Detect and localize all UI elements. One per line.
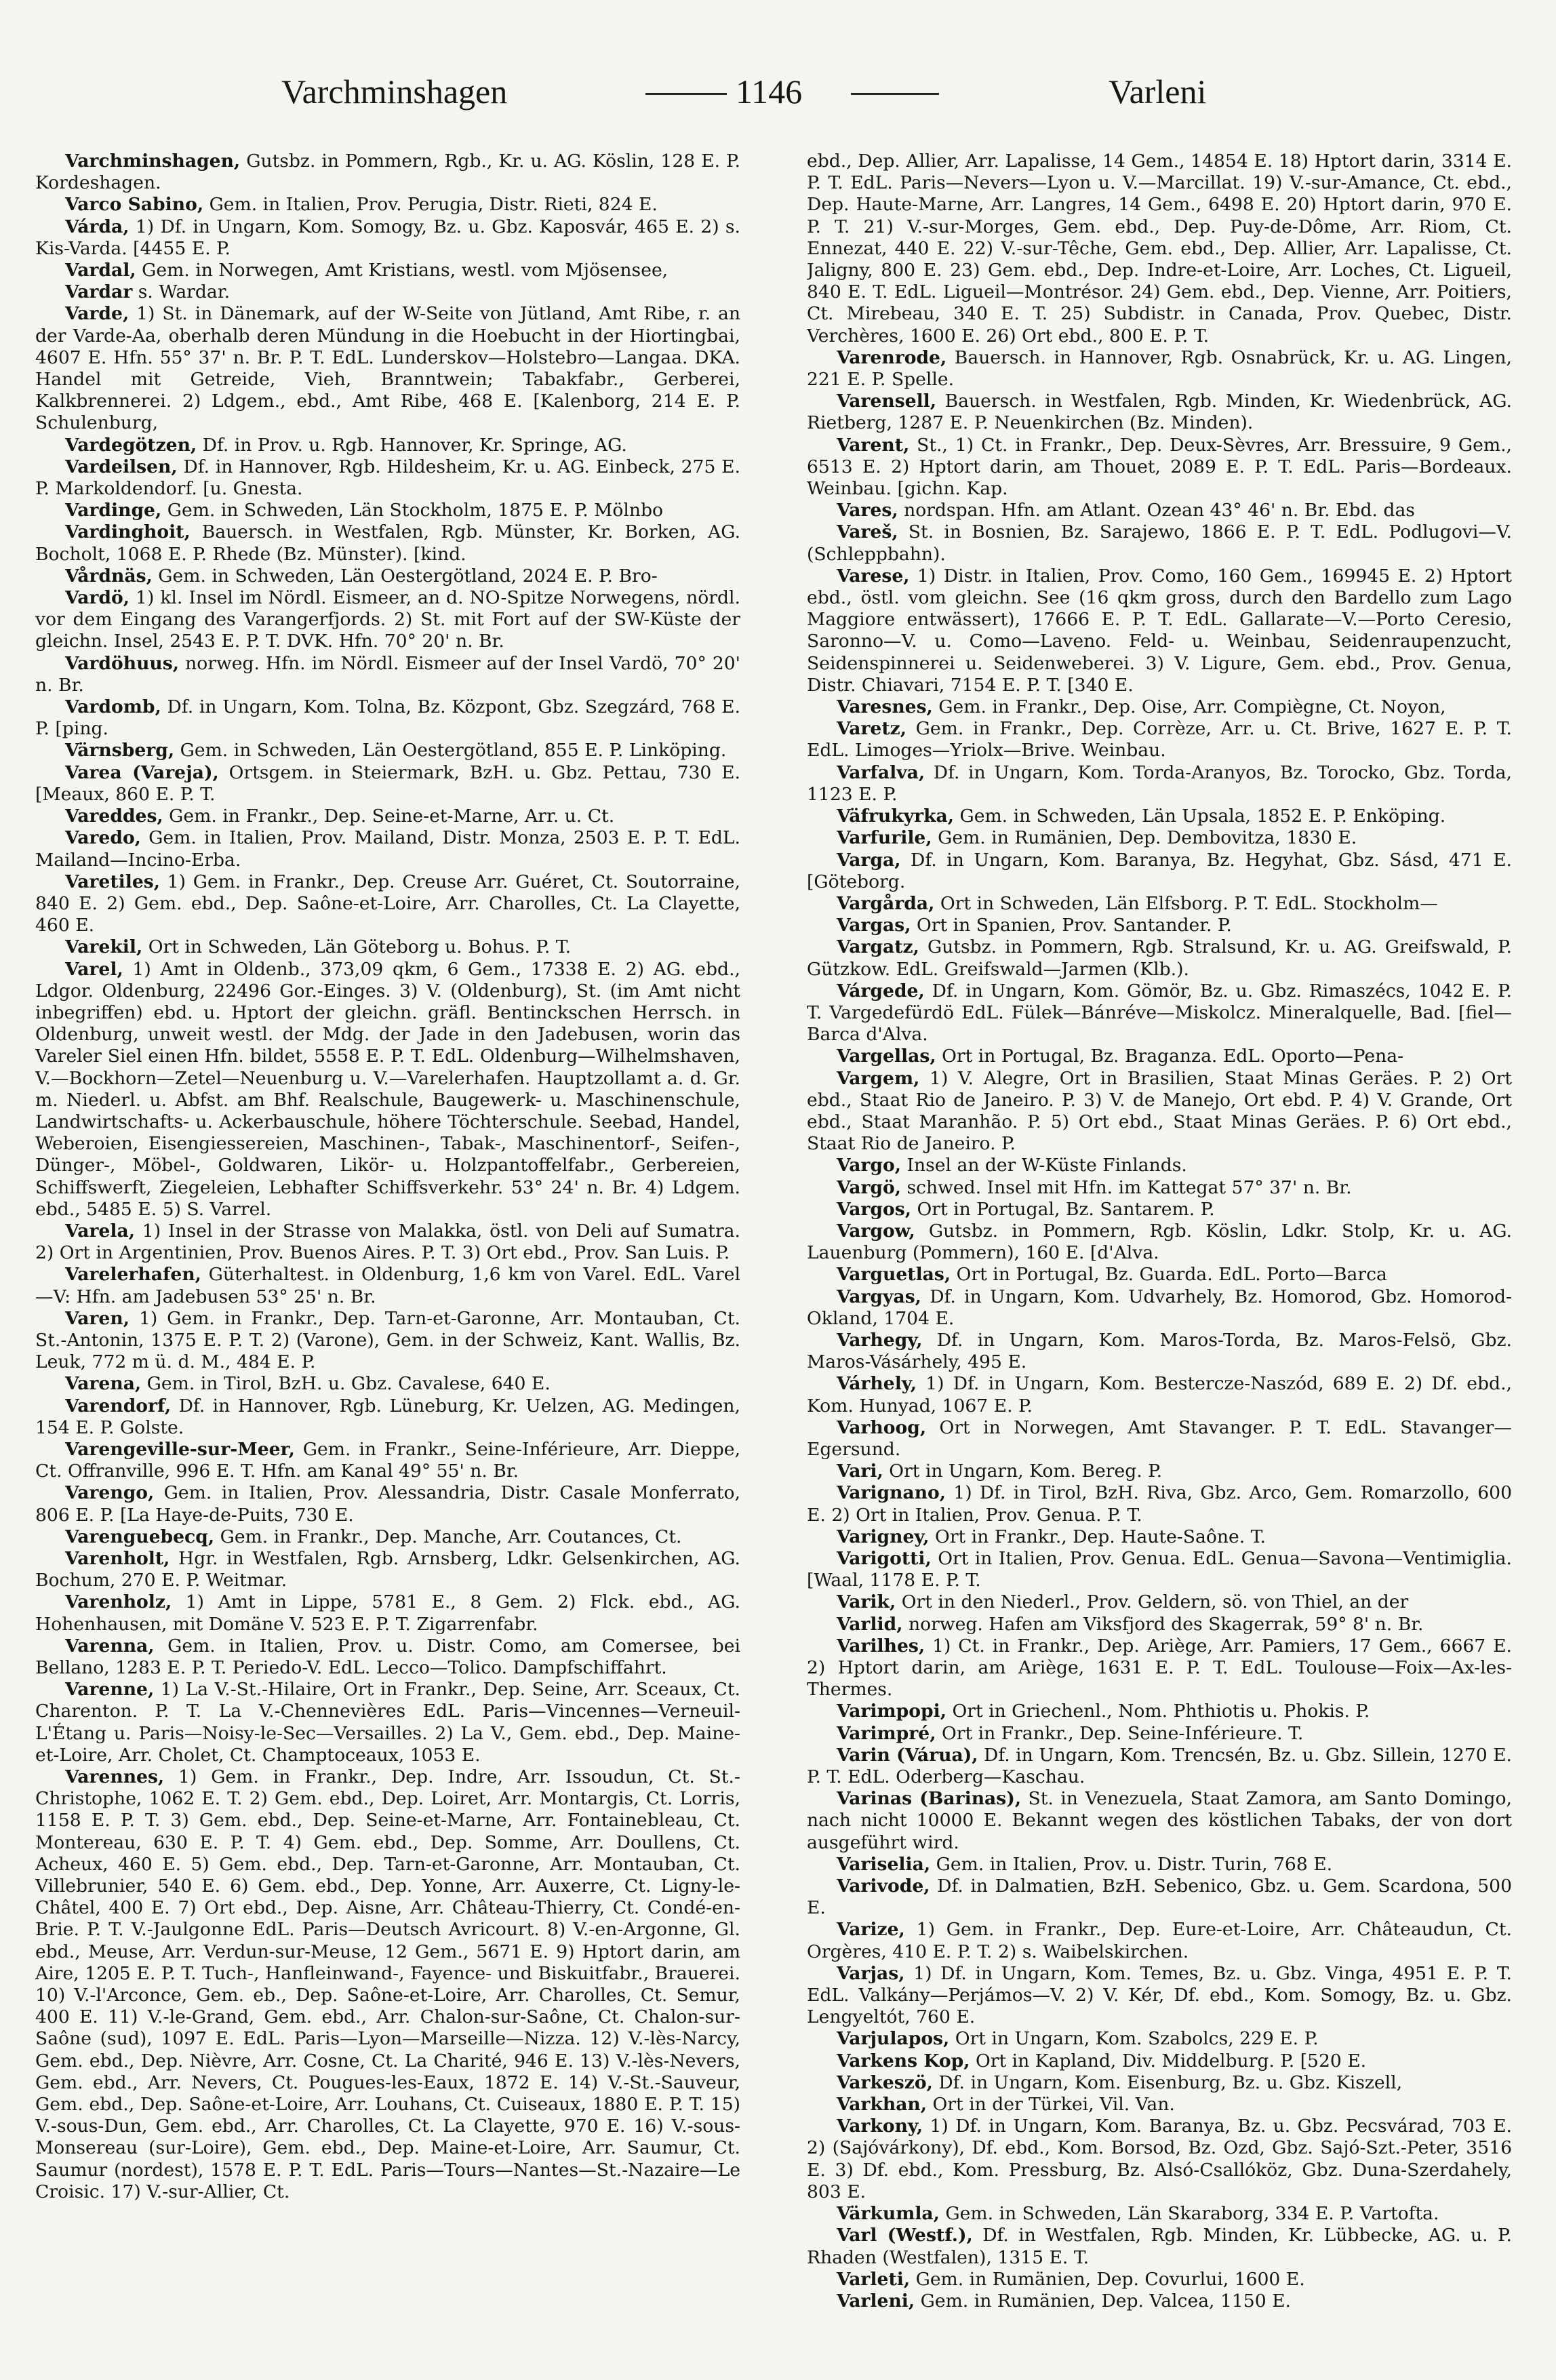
entry-headword: Vårdnäs, — [65, 565, 153, 587]
gazetteer-entry — [807, 1548, 1512, 1591]
entry-text: Ort in Spanien, Prov. Santander. P. — [916, 915, 1232, 936]
entry-text: Ort in den Niederl., Prov. Geldern, sö. von Thiel, an der — [901, 1591, 1409, 1613]
entry-text: 1) Gem. in Frankr., Dep. Indre, Arr. Issoudun, Ct. St.-Christophe, 1062 E. T. 2) Gem. ebd., Dep. Loiret, Arr. Montargis, Ct. Lorris, 1158 E. P. T. 3) Gem. ebd., Dep. Seine-et-Marne, Arr. Fontainebleau, Ct. Montereau, 630 E. P. T. 4) Gem. ebd., Dep. Somme, Arr. Doullens, Ct. Acheux, 460 E. 5) Gem. ebd., Dep. Tarn-et-Garonne, Arr. Montauban, Ct. Villebrunier, 540 E. 6) Gem. ebd., Dep. Yonne, Arr. Auxerre, Ct. Ligny-le-Châtel, 400 E. 7) Ort ebd., Dep. Aisne, Arr. Château-Thierry, Ct. Condé-en-Brie. P. T. V.-Jaulgonne EdL. Paris—Deutsch Avricourt. 8) V.-en-Argonne, Gl. ebd., Meuse, Arr. Verdun-sur-Meuse, 12 Gem., 5671 E. 9) Hptort darin, am Aire, 1205 E. P. T. Tuch-, Hanfleinwand-, Fayence- und Biskuitfabr., Brauerei. 10) V.-l'Arconce, Gem. eb., Dep. Saône-et-Loire, Arr. Charolles, Ct. Semur, 400 E. 11) V.-le-Grand, Gem. ebd., Arr. Chalon-sur-Saône, Ct. Chalon-sur-Saône (sud), 1097 E. EdL. Paris—Lyon—Marseille—Nizza. 12) V.-lès-Narcy, Gem. ebd., Dep. Nièvre, Arr. Cosne, Ct. La Charité, 946 E. 13) V.-lès-Nevers, Gem. ebd., Arr. Nevers, Ct. Pougues-les-Eaux, 1872 E. 14) V.-St.-Sauveur, Gem. ebd., Dep. Saône-et-Loire, Arr. Louhans, Ct. Cuiseaux, 1880 E. P. T. 15) V.-sous-Dun, Gem. ebd., Arr. Charolles, Ct. La Clayette, 970 E. 16) V.-sous-Monsereau (sur-Loire), Gem. ebd., Dep. Maine-et-Loire, Arr. Saumur, Ct. Saumur (nordest), 1578 E. P. T. EdL. Paris—Tours—Nantes—St.-Nazaire—Le Croisic. 17) V.-sur-Allier, Ct. — [35, 1766, 740, 2202]
entry-headword: Várda, — [65, 216, 129, 237]
entry-headword: Varennes, — [65, 1766, 165, 1788]
gazetteer-entry — [807, 1919, 1512, 1962]
gazetteer-entry — [35, 1308, 740, 1374]
entry-headword: Varesnes, — [837, 696, 933, 718]
entry-headword: Varleti, — [837, 2268, 911, 2290]
entry-text: Ort in Schweden, Län Göteborg u. Bohus. P. T. — [148, 936, 572, 958]
entry-headword: Vares, — [837, 500, 898, 521]
gazetteer-entry — [807, 2269, 1512, 2290]
entry-text: Df. in Westfalen, Rgb. Minden, Kr. Lübbecke, AG. u. P. Rhaden (Westfalen), 1315 E. T. — [807, 2225, 1512, 2268]
gazetteer-entry — [35, 1264, 740, 1307]
entry-text: Gutsbz. in Pommern, Rgb., Kr. u. AG. Köslin, 128 E. P. Kordeshagen. — [35, 151, 740, 194]
left-column — [35, 151, 740, 2361]
entry-headword: Varkeszö, — [837, 2071, 933, 2093]
entry-headword: Vardomb, — [65, 696, 161, 718]
gazetteer-entry — [807, 1701, 1512, 1722]
entry-headword: Varin (Várua), — [837, 1744, 978, 1766]
gazetteer-entry — [807, 1264, 1512, 1286]
entry-text: Df. in Ungarn, Kom. Udvarhely, Bz. Homorod, Gbz. Homorod-Okland, 1704 E. — [807, 1286, 1512, 1329]
entry-headword: Varel, — [65, 958, 123, 980]
gazetteer-entry — [807, 806, 1512, 827]
entry-headword: Varigotti, — [837, 1548, 932, 1569]
gazetteer-entry — [35, 959, 740, 1221]
entry-headword: Varhegy, — [837, 1329, 923, 1351]
entry-text: Ort in Frankr., Dep. Haute-Saône. T. — [935, 1526, 1266, 1547]
gazetteer-entry — [35, 696, 740, 740]
gazetteer-entry — [35, 1439, 740, 1482]
header-right-keyword: Varleni — [1109, 73, 1207, 111]
entry-text: Bauersch. in Hannover, Rgb. Osnabrück, Kr. u. AG. Lingen, 221 E. P. Spelle. — [807, 346, 1512, 391]
entry-text: Ort in Portugal, Bz. Santarem. P. — [917, 1198, 1215, 1220]
entry-text: Gem. in Schweden, Län Oestergötland, 855 E. P. Linköping. — [180, 740, 727, 761]
entry-headword: Vargellas, — [837, 1046, 936, 1067]
entry-headword: Varilhes, — [837, 1635, 925, 1657]
gazetteer-entry — [807, 1788, 1512, 1854]
entry-text: Bauersch. in Westfalen, Rgb. Münster, Kr. Borken, AG. Bocholt, 1068 E. P. Rhede (Bz. Münster). [kind. — [35, 521, 740, 565]
entry-text: Df. in Dalmatien, BzH. Sebenico, Gbz. u. Gem. Scardona, 500 E. — [807, 1876, 1512, 1919]
entry-headword: Varleni, — [837, 2290, 915, 2312]
entry-headword: Varekil, — [65, 936, 143, 958]
entry-headword: Vareš, — [837, 521, 898, 543]
entry-headword: Várhely, — [837, 1373, 917, 1395]
gazetteer-entry — [807, 521, 1512, 565]
gazetteer-entry — [35, 1373, 740, 1395]
entry-headword: Variselia, — [837, 1853, 931, 1875]
entry-headword: Väfrukyrka, — [837, 806, 955, 827]
entry-headword: Varlid, — [837, 1613, 903, 1635]
gazetteer-entry — [35, 260, 740, 281]
header-left-keyword: Varchminshagen — [281, 73, 508, 111]
entry-text: Df. in Hannover, Rgb. Hildesheim, Kr. u. AG. Einbeck, 275 E. P. Markoldendorf. [u. Gnesta. — [35, 456, 740, 500]
entry-headword: Varea (Vareja), — [65, 761, 219, 783]
gazetteer-entry — [807, 718, 1512, 761]
page-number: 1146 — [736, 73, 803, 111]
entry-text: Gem. in Frankr., Seine-Inférieure, Arr. Dieppe, Ct. Offranville, 996 E. T. Hfn. am Kanal 49° 55' n. Br. — [35, 1438, 740, 1482]
entry-text: Ortsgem. in Steiermark, BzH. u. Gbz. Pettau, 730 E. [Meaux, 860 E. P. T. — [35, 761, 740, 805]
entry-text: s. Wardar. — [138, 281, 231, 303]
gazetteer-entry — [807, 1635, 1512, 1701]
entry-text: nordspan. Hfn. am Atlant. Ozean 43° 46' n. Br. Ebd. das — [904, 500, 1415, 521]
gazetteer-entry — [35, 936, 740, 958]
entry-headword: Varelerhafen, — [65, 1264, 201, 1286]
entry-headword: Varfalva, — [837, 761, 925, 783]
entry-headword: Vardar — [65, 281, 133, 303]
entry-text: 1) Gem. in Frankr., Dep. Creuse Arr. Guéret, Ct. Soutorraine, 840 E. 2) Gem. ebd., Dep. Saône-et-Loire, Arr. Charolles, Ct. La Clayette, 460 E. — [35, 871, 740, 936]
entry-text: Df. in Ungarn, Kom. Tolna, Bz. Központ, Gbz. Szegzárd, 768 E. P. [ping. — [35, 696, 740, 740]
gazetteer-entry — [35, 740, 740, 761]
gazetteer-entry — [35, 1591, 740, 1635]
entry-text: Gem. in Italien, Prov. u. Distr. Como, am Comersee, bei Bellano, 1283 E. P. T. Periedo-V. EdL. Lecco—Tolico. Dampfschiffahrt. — [35, 1635, 740, 1679]
gazetteer-entry — [807, 1876, 1512, 1919]
gazetteer-entry — [35, 1395, 740, 1439]
gazetteer-entry — [35, 303, 740, 434]
entry-headword: Varfurile, — [837, 827, 932, 849]
gazetteer-entry — [35, 1766, 740, 2203]
entry-text: Hgr. in Westfalen, Rgb. Arnsberg, Ldkr. Gelsenkirchen, AG. Bochum, 270 E. P. Weitmar. — [35, 1548, 740, 1591]
gazetteer-entry — [35, 762, 740, 806]
entry-text: Ort in Ungarn, Kom. Szabolcs, 229 E. P. — [955, 2028, 1319, 2050]
entry-headword: Varent, — [837, 434, 910, 456]
entry-text: Df. in Ungarn, Kom. Baranya, Bz. Hegyhat, Gbz. Sásd, 471 E. [Göteborg. — [807, 849, 1512, 892]
entry-headword: Varendorf, — [65, 1395, 172, 1416]
gazetteer-entry — [35, 521, 740, 565]
entry-text: Ort in Kapland, Div. Middelburg. P. [520 E. — [975, 2050, 1367, 2071]
gazetteer-entry — [807, 2050, 1512, 2072]
entry-text: 1) Df. in Ungarn, Kom. Bestercze-Naszód, 689 E. 2) Df. ebd., Kom. Hunyad, 1067 E. P. — [807, 1373, 1512, 1416]
header-dash-right — [851, 93, 939, 95]
entry-headword: Varkhan, — [837, 2094, 927, 2116]
entry-text: 1) Insel in der Strasse von Malakka, östl. von Deli auf Sumatra. 2) Ort in Argentinien, Prov. Buenos Aires. P. T. 3) Ort ebd., Prov. San Luis. P. — [35, 1220, 740, 1264]
entry-text: Gem. in Rumänien, Dep. Valcea, 1150 E. — [920, 2290, 1291, 2312]
gazetteer-entry — [35, 194, 740, 216]
gazetteer-entry — [807, 347, 1512, 391]
entry-text: norweg. Hafen am Viksfjord des Skagerrak, 59° 8' n. Br. — [908, 1613, 1424, 1635]
entry-text: ebd., Dep. Allier, Arr. Lapalisse, 14 Gem., 14854 E. 18) Hptort darin, 3314 E. P. T. EdL. Paris—Nevers—Lyon u. V.—Marcillat. 19) V.-sur-Amance, Ct. ebd., Dep. Haute-Marne, Arr. Langres, 14 Gem., 6498 E. 20) Hptort darin, 970 E. P. T. 21) V.-sur-Morges, Gem. ebd., Dep. Puy-de-Dôme, Arr. Riom, Ct. Ennezat, 440 E. 22) V.-sur-Têche, Gem. ebd., Dep. Allier, Arr. Lapalisse, Ct. Jaligny, 800 E. 23) Gem. ebd., Dep. Indre-et-Loire, Arr. Loches, Ct. Ligueil, 840 E. T. EdL. Ligueil—Montrésor. 24) Gem. ebd., Dep. Vienne, Arr. Poitiers, Ct. Mirebeau, 340 E. T. 25) Subdistr. in Canada, Prov. Quebec, Distr. Verchères, 1600 E. 26) Ort ebd., 800 E. P. T. — [807, 151, 1512, 346]
entry-text: 1) Distr. in Italien, Prov. Como, 160 Gem., 169945 E. 2) Hptort ebd., östl. vom gleichn. See (16 qkm gross, durch den Bardello zum Lago Maggiore entwässert), 17666 E. P. T. EdL. Gallarate—V.—Porto Ceresio, Saronno—V. u. Como—Laveno. Feld- u. Weinbau, Seidenraupenzucht, Seidenspinnerei u. Seidenweberei. 3) V. Ligure, Gem. ebd., Prov. Genua, Distr. Chiavari, 7154 E. P. T. [340 E. — [807, 565, 1512, 696]
gazetteer-entry — [807, 1482, 1512, 1526]
entry-headword: Varik, — [837, 1591, 896, 1613]
entry-headword: Vargyas, — [837, 1286, 921, 1307]
entry-headword: Varkony, — [837, 2116, 923, 2137]
entry-headword: Värnsberg, — [65, 740, 175, 761]
gazetteer-entry — [35, 566, 740, 587]
entry-headword: Vargem, — [837, 1067, 920, 1089]
entry-text: Gem. in Frankr., Dep. Corrèze, Arr. u. Ct. Brive, 1627 E. P. T. EdL. Limoges—Yriolx—Brive. Weinbau. — [807, 718, 1512, 761]
entry-text: Df. in Ungarn, Kom. Trencsén, Bz. u. Gbz. Sillein, 1270 E. P. T. EdL. Oderberg—Kaschau. — [807, 1744, 1512, 1788]
gazetteer-entry — [807, 2290, 1512, 2312]
entry-text: 1) Df. in Ungarn, Kom. Baranya, Bz. u. Gbz. Pecsvárad, 703 E. 2) (Sajóvárkony), Df. ebd., Kom. Borsod, Bz. Ozd, Gbz. Sajó-Szt.-Peter, 3516 E. 3) Df. ebd., Kom. Pressburg, Bz. Alsó-Csallóköz, Gbz. Duna-Szerdahely, 803 E. — [807, 2116, 1512, 2202]
entry-text: Güterhaltest. in Oldenburg, 1,6 km von Varel. EdL. Varel—V: Hfn. am Jadebusen 53° 25' n. Br. — [35, 1264, 740, 1307]
entry-headword: Vareddes, — [65, 806, 163, 827]
entry-headword: Varenrode, — [837, 346, 947, 368]
gazetteer-entry — [807, 391, 1512, 434]
entry-headword: Varengo, — [65, 1482, 155, 1504]
entry-headword: Varimpré, — [837, 1722, 936, 1744]
gazetteer-entry — [35, 1526, 740, 1548]
entry-text: Gem. in Frankr., Dep. Seine-et-Marne, Arr. u. Ct. — [169, 806, 615, 827]
gazetteer-entry — [807, 2225, 1512, 2268]
entry-headword: Varigney, — [837, 1526, 930, 1547]
gazetteer-entry — [35, 1221, 740, 1264]
entry-headword: Varenguebecq, — [65, 1526, 215, 1547]
entry-headword: Varen, — [65, 1307, 129, 1329]
entry-headword: Vardinge, — [65, 500, 162, 521]
entry-headword: Varetiles, — [65, 871, 160, 892]
gazetteer-entry — [807, 151, 1512, 347]
entry-text: Gem. in Schweden, Län Skaraborg, 334 E. P. Vartofta. — [945, 2203, 1439, 2225]
entry-headword: Varize, — [837, 1919, 905, 1941]
entry-text: 1) Df. in Tirol, BzH. Riva, Gbz. Arco, Gem. Romarzollo, 600 E. 2) Ort in Italien, Prov. Genua. P. T. — [807, 1482, 1512, 1526]
gazetteer-entry — [807, 2072, 1512, 2094]
entry-text: 1) Amt in Lippe, 5781 E., 8 Gem. 2) Flck. ebd., AG. Hohenhausen, mit Domäne V. 523 E. P. T. Zigarrenfabr. — [35, 1591, 740, 1635]
entry-headword: Varga, — [837, 849, 901, 871]
entry-headword: Varco Sabino, — [65, 194, 204, 216]
entry-text: Gem. in Rumänien, Dep. Dembovitza, 1830 E. — [938, 827, 1357, 849]
entry-text: Gem. in Schweden, Län Upsala, 1852 E. P. Enköping. — [959, 806, 1446, 827]
gazetteer-entry — [807, 1745, 1512, 1788]
entry-text: 1) Gem. in Frankr., Dep. Tarn-et-Garonne, Arr. Montauban, Ct. St.-Antonin, 1375 E. P. T. 2) (Varone), Gem. in der Schweiz, Kant. Wallis, Bz. Leuk, 772 m ü. d. M., 484 E. P. — [35, 1307, 740, 1373]
gazetteer-entry — [807, 1526, 1512, 1548]
gazetteer-entry — [807, 500, 1512, 521]
entry-headword: Vargas, — [837, 915, 911, 936]
entry-text: Ort in Frankr., Dep. Seine-Inférieure. T. — [941, 1722, 1304, 1744]
gazetteer-entry — [35, 216, 740, 260]
gazetteer-entry — [807, 1046, 1512, 1067]
entry-headword: Varenna, — [65, 1635, 155, 1657]
right-column — [807, 151, 1512, 2361]
entry-text: Insel an der W-Küste Finlands. — [906, 1155, 1187, 1176]
gazetteer-entry — [35, 1548, 740, 1591]
entry-text: Gem. in Frankr., Dep. Oise, Arr. Compiègne, Ct. Noyon, — [938, 696, 1446, 718]
gazetteer-entry — [35, 806, 740, 827]
entry-headword: Vargårda, — [837, 892, 935, 914]
entry-headword: Varenholt, — [65, 1548, 170, 1569]
entry-headword: Vardinghoit, — [65, 521, 191, 543]
gazetteer-entry — [35, 587, 740, 653]
gazetteer-entry — [807, 2028, 1512, 2050]
entry-headword: Vargatz, — [837, 936, 919, 958]
entry-headword: Varese, — [837, 565, 910, 587]
entry-headword: Varengeville-sur-Meer, — [65, 1438, 295, 1460]
entry-headword: Varjulapos, — [837, 2028, 950, 2050]
gazetteer-entry — [807, 827, 1512, 849]
gazetteer-entry — [807, 1199, 1512, 1221]
entry-headword: Varjas, — [837, 1962, 905, 1984]
gazetteer-entry — [35, 281, 740, 303]
gazetteer-entry — [35, 827, 740, 871]
entry-headword: Varensell, — [837, 391, 937, 412]
gazetteer-entry — [807, 1177, 1512, 1199]
entry-headword: Varhoog, — [837, 1416, 927, 1438]
entry-text: 1) Ct. in Frankr., Dep. Ariège, Arr. Pamiers, 17 Gem., 6667 E. 2) Hptort darin, am Ariège, 1631 E. P. T. EdL. Toulouse—Foix—Ax-les-Thermes. — [807, 1635, 1512, 1701]
entry-text: Gem. in Schweden, Län Stockholm, 1875 E. P. Mölnbo — [167, 500, 664, 521]
entry-headword: Varchminshagen, — [65, 151, 241, 172]
running-header — [0, 64, 1556, 125]
gazetteer-entry — [807, 1068, 1512, 1155]
entry-headword: Varl (Westf.), — [837, 2225, 973, 2246]
gazetteer-entry — [807, 2203, 1512, 2225]
entry-text: norweg. Hfn. im Nördl. Eismeer auf der Insel Vardö, 70° 20' n. Br. — [35, 652, 740, 696]
entry-text: Gem. in Norwegen, Amt Kristians, westl. vom Mjösensee, — [142, 260, 669, 281]
entry-headword: Várgede, — [837, 980, 925, 1001]
entry-text: Ort in Schweden, Län Elfsborg. P. T. EdL. Stockholm— — [940, 892, 1438, 914]
gazetteer-entry — [35, 435, 740, 456]
entry-text: 1) V. Alegre, Ort in Brasilien, Staat Minas Geräes. P. 2) Ort ebd., Staat Rio de Janeiro. P. 3) V. de Manejo, Ort ebd. P. 4) V. Grande, Ort ebd., Staat Maranhão. P. 5) Ort ebd., Staat Minas Geräes. P. 6) Ort ebd., Staat Rio de Janeiro. P. — [807, 1067, 1512, 1155]
entry-text: Gutsbz. in Pommern, Rgb. Stralsund, Kr. u. AG. Greifswald, P. Gützkow. EdL. Greifswald—Jarmen (Klb.). — [807, 936, 1512, 980]
entry-headword: Varenne, — [65, 1679, 155, 1701]
gazetteer-entry — [807, 1286, 1512, 1330]
entry-text: Df. in Hannover, Rgb. Lüneburg, Kr. Uelzen, AG. Medingen, 154 E. P. Golste. — [35, 1395, 740, 1438]
entry-text: Ort in Ungarn, Kom. Bereg. P. — [889, 1461, 1163, 1482]
gazetteer-entry — [807, 566, 1512, 696]
entry-headword: Vardegötzen, — [65, 434, 197, 456]
gazetteer-entry — [807, 435, 1512, 500]
entry-headword: Varedo, — [65, 827, 141, 849]
gazetteer-entry — [807, 1330, 1512, 1373]
entry-text: 1) Gem. in Frankr., Dep. Eure-et-Loire, Arr. Châteaudun, Ct. Orgères, 410 E. P. T. 2) s. Waibelskirchen. — [807, 1919, 1512, 1962]
entry-headword: Varela, — [65, 1220, 135, 1242]
gazetteer-entry — [35, 1679, 740, 1766]
entry-headword: Vardö, — [65, 587, 130, 609]
gazetteer-entry — [35, 151, 740, 194]
entry-text: Df. in Ungarn, Kom. Eisenburg, Bz. u. Gbz. Kiszell, — [938, 2071, 1403, 2093]
entry-headword: Varimpopi, — [837, 1701, 946, 1722]
entry-headword: Vardöhuus, — [65, 652, 180, 674]
entry-text: Gem. in Italien, Prov. u. Distr. Turin, 768 E. — [936, 1853, 1333, 1875]
entry-headword: Varinas (Barinas), — [837, 1788, 1022, 1810]
entry-text: Gem. in Frankr., Dep. Manche, Arr. Coutances, Ct. — [220, 1526, 682, 1547]
entry-text: 1) kl. Insel im Nördl. Eismeer, an d. NO-Spitze Norwegens, nördl. vor dem Eingang des Varangerfjords. 2) St. mit Fort auf der SW-Küste der gleichn. Insel, 2543 E. P. T. DVK. Hfn. 70° 20' n. Br. — [35, 587, 740, 652]
entry-text: Bauersch. in Westfalen, Rgb. Minden, Kr. Wiedenbrück, AG. Rietberg, 1287 E. P. Neuenkirchen (Bz. Minden). — [807, 391, 1512, 434]
entry-text: schwed. Insel mit Hfn. im Kattegat 57° 37' n. Br. — [906, 1176, 1352, 1198]
gazetteer-entry — [807, 915, 1512, 936]
gazetteer-entry — [35, 1482, 740, 1526]
entry-text: 1) St. in Dänemark, auf der W-Seite von Jütland, Amt Ribe, r. an der Varde-Aa, oberhalb deren Mündung in die Hoebucht in der Hiortingbai, 4607 E. Hfn. 55° 37' n. Br. P. T. EdL. Lunderskov—Holstebro—Langaa. DKA. Handel mit Getreide, Vieh, Branntwein; Tabakfabr., Gerberei, Kalkbrennerei. 2) Ldgem., ebd., Amt Ribe, 468 E. [Kalenborg, 214 E. P. Schulenburg, — [35, 303, 740, 434]
gazetteer-entry — [807, 2116, 1512, 2203]
gazetteer-entry — [807, 1723, 1512, 1745]
entry-text: 1) La V.-St.-Hilaire, Ort in Frankr., Dep. Seine, Arr. Sceaux, Ct. Charenton. P. T. La V.-Chennevières EdL. Paris—Vincennes—Verneuil-L'Étang u. Paris—Noisy-le-Sec—Versailles. 2) La V., Gem. ebd., Dep. Maine-et-Loire, Arr. Cholet, Ct. Champtoceaux, 1053 E. — [35, 1679, 740, 1766]
gazetteer-entry — [807, 1461, 1512, 1482]
gazetteer-entry — [807, 893, 1512, 915]
entry-text: Df. in Ungarn, Kom. Maros-Torda, Bz. Maros-Felsö, Gbz. Maros-Vásárhely, 495 E. — [807, 1329, 1512, 1373]
gazetteer-entry — [807, 1614, 1512, 1635]
gazetteer-entry — [35, 871, 740, 937]
gazetteer-entry — [807, 1591, 1512, 1613]
entry-headword: Varkens Kop, — [837, 2050, 970, 2071]
entry-text: 1) Df. in Ungarn, Kom. Somogy, Bz. u. Gbz. Kaposvár, 465 E. 2) s. Kis-Varda. [4455 E. P. — [35, 216, 740, 259]
entry-text: 1) Df. in Ungarn, Kom. Temes, Bz. u. Gbz. Vinga, 4951 E. P. T. EdL. Valkány—Perjámos—V. 2) V. Kér, Df. ebd., Kom. Somogy, Bz. u. Gbz. Lengyeltót, 760 E. — [807, 1962, 1512, 2028]
entry-text: Ort in der Türkei, Vil. Van. — [932, 2094, 1175, 2116]
entry-text: Gem. in Italien, Prov. Perugia, Distr. Rieti, 824 E. — [209, 194, 658, 216]
entry-text: Gutsbz. in Pommern, Rgb. Köslin, Ldkr. Stolp, Kr. u. AG. Lauenburg (Pommern), 160 E. [d'Alva. — [807, 1220, 1512, 1264]
entry-headword: Varena, — [65, 1373, 142, 1395]
gazetteer-entry — [807, 696, 1512, 718]
entry-headword: Varenholz, — [65, 1591, 172, 1613]
gazetteer-entry — [807, 1417, 1512, 1461]
entry-headword: Vardeilsen, — [65, 456, 178, 477]
entry-headword: Varivode, — [837, 1876, 930, 1897]
gazetteer-entry — [35, 653, 740, 696]
gazetteer-entry — [35, 456, 740, 500]
gazetteer-entry — [35, 1635, 740, 1679]
entry-headword: Varignano, — [837, 1482, 946, 1504]
entry-text: Ort in Griechenl., Nom. Phthiotis u. Phokis. P. — [952, 1701, 1370, 1722]
gazetteer-entry — [807, 2094, 1512, 2116]
entry-headword: Vari, — [837, 1461, 883, 1482]
entry-text: St. in Venezuela, Staat Zamora, am Santo Domingo, nach nicht 10000 E. Bekannt wegen des köstlichen Tabaks, der von dort ausgeführt wird. — [807, 1788, 1512, 1853]
gazetteer-entry — [807, 762, 1512, 806]
entry-text: Gem. in Italien, Prov. Mailand, Distr. Monza, 2503 E. P. T. EdL. Mailand—Incino-Erba. — [35, 827, 740, 871]
entry-text: Gem. in Rumänien, Dep. Covurlui, 1600 E. — [915, 2268, 1305, 2290]
gazetteer-entry — [807, 1155, 1512, 1176]
entry-text: Df. in Ungarn, Kom. Gömör, Bz. u. Gbz. Rimaszécs, 1042 E. P. T. Vargedefürdö EdL. Fülek—Bánréve—Miskolcz. Mineralquelle, Bad. [fiel—Barca d'Alva. — [807, 980, 1512, 1046]
entry-headword: Vargö, — [837, 1176, 902, 1198]
entry-headword: Vargo, — [837, 1155, 902, 1176]
entry-text: Ort in Italien, Prov. Genua. EdL. Genua—Savona—Ventimiglia. [Waal, 1178 E. P. T. — [807, 1548, 1512, 1591]
entry-text: Gem. in Tirol, BzH. u. Gbz. Cavalese, 640 E. — [146, 1373, 551, 1395]
entry-headword: Varguetlas, — [837, 1264, 951, 1286]
gazetteer-entry — [807, 980, 1512, 1046]
entry-headword: Vargow, — [837, 1220, 915, 1242]
gazetteer-entry — [807, 1373, 1512, 1416]
gazetteer-entry — [807, 1854, 1512, 1876]
entry-headword: Varde, — [65, 303, 129, 325]
entry-text: St. in Bosnien, Bz. Sarajewo, 1866 E. P. T. EdL. Podlugovi—V. (Schleppbahn). — [807, 521, 1512, 565]
gazetteer-entry — [35, 500, 740, 521]
entry-text: Ort in Portugal, Bz. Guarda. EdL. Porto—Barca — [956, 1264, 1387, 1286]
entry-text: Df. in Prov. u. Rgb. Hannover, Kr. Springe, AG. — [202, 434, 627, 456]
entry-text: Gem. in Italien, Prov. Alessandria, Distr. Casale Monferrato, 806 E. P. [La Haye-de-Puits, 730 E. — [35, 1482, 740, 1526]
entry-text: Ort in Norwegen, Amt Stavanger. P. T. EdL. Stavanger—Egersund. — [807, 1416, 1512, 1460]
entry-headword: Vardal, — [65, 260, 136, 281]
entry-headword: Vargos, — [837, 1198, 911, 1220]
gazetteer-entry — [807, 850, 1512, 893]
entry-text: St., 1) Ct. in Frankr., Dep. Deux-Sèvres, Arr. Bressuire, 9 Gem., 6513 E. 2) Hptort darin, am Thouet, 2089 E. P. T. EdL. Paris—Bordeaux. Weinbau. [gichn. Kap. — [807, 434, 1512, 500]
gazetteer-entry — [807, 936, 1512, 980]
gazetteer-entry — [807, 1221, 1512, 1264]
entry-headword: Värkumla, — [837, 2203, 940, 2225]
entry-text: Ort in Portugal, Bz. Braganza. EdL. Oporto—Pena- — [942, 1046, 1404, 1067]
gazetteer-entry — [807, 1963, 1512, 2029]
entry-text: Df. in Ungarn, Kom. Torda-Aranyos, Bz. Torocko, Gbz. Torda, 1123 E. P. — [807, 761, 1512, 805]
entry-text: Gem. in Schweden, Län Oestergötland, 2024 E. P. Bro- — [158, 565, 658, 587]
entry-headword: Varetz, — [837, 718, 906, 740]
entry-text: 1) Amt in Oldenb., 373,09 qkm, 6 Gem., 17338 E. 2) AG. ebd., Ldgor. Oldenburg, 22496 Gor.-Einges. 3) V. (Oldenburg), St. (im Amt nicht inbegriffen) ebd. u. Hptort der gleichn. gräfl. Bentinckschen Herrsch. in Oldenburg, unweit westl. der Mdg. der Jade in den Jadebusen, worin das Vareler Siel einen Hfn. bildet, 5558 E. P. T. EdL. Oldenburg—Wilhelmshaven, V.—Bockhorn—Zetel—Neuenburg u. V.—Varelerhafen. Hauptzollamt a. d. Gr. m. Niederl. u. Abfst. am Bhf. Realschule, Baugewerk- u. Maschinenschule, Landwirtschafts- u. Ackerbauschule, höhere Töchterschule. Seebad, Handel, Weberoien, Eisengiessereien, Maschinen-, Tabak-, Maschinentorf-, Seifen-, Dünger-, Möbel-, Goldwaren, Likör- u. Holzpantoffelfabr., Gerbereien, Schiffswerft, Ziegeleien, Lebhafter Schiffsverkehr. 53° 24' n. Br. 4) Ldgem. ebd., 5485 E. 5) S. Varrel. — [35, 958, 740, 1220]
